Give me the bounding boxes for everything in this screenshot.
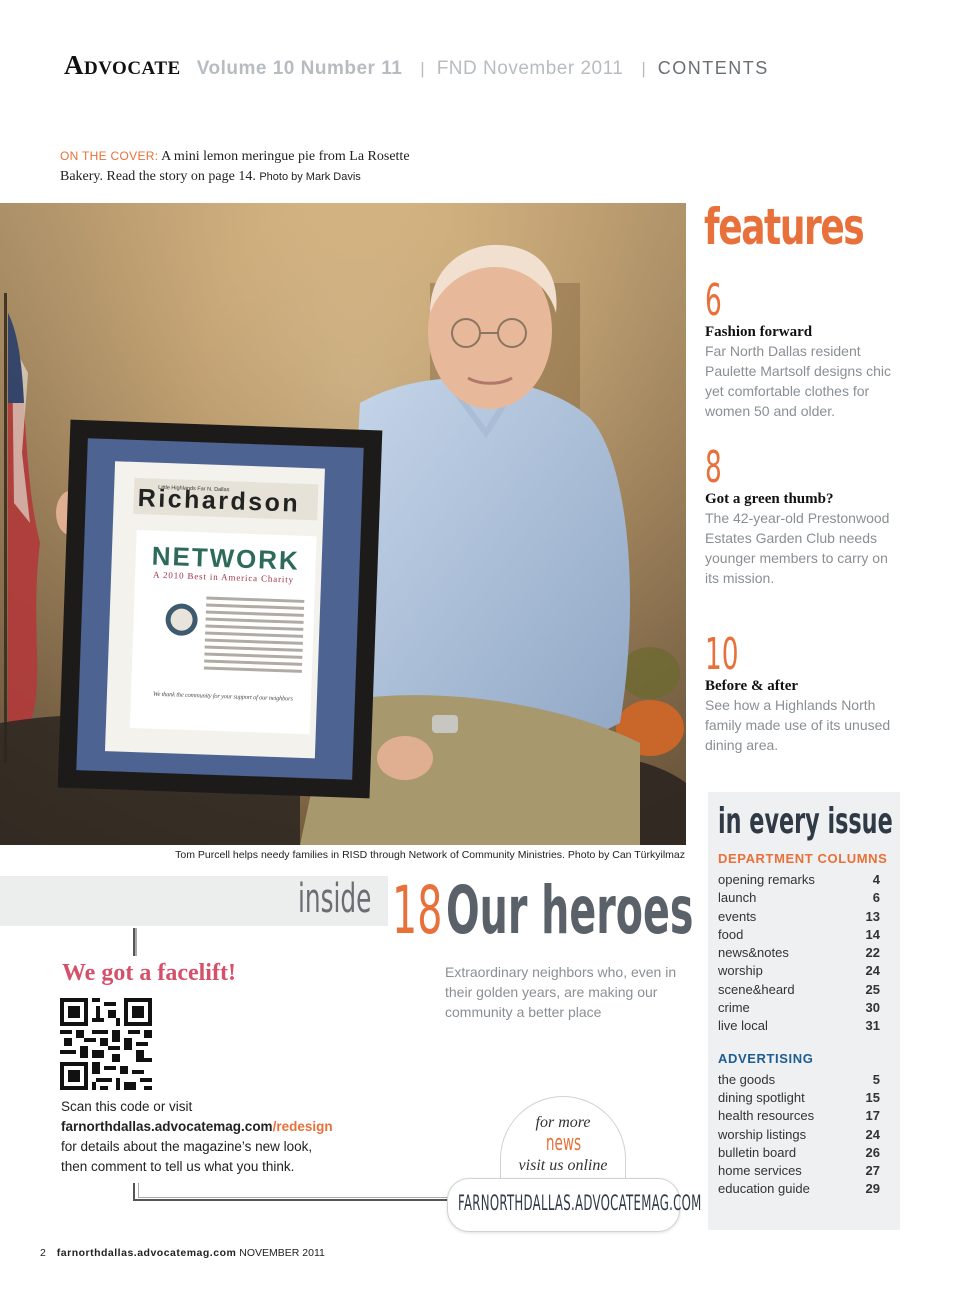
masthead-divider: | — [641, 59, 646, 78]
inside-page-number: 18 — [392, 872, 443, 949]
item-name: worship listings — [718, 1126, 807, 1142]
item-name: news&notes — [718, 945, 789, 961]
advertising-item[interactable] — [718, 1126, 890, 1144]
redesign-link[interactable] — [61, 1119, 333, 1134]
cover-label: ON THE COVER: — [60, 149, 159, 163]
feature-title: Before & after — [705, 678, 799, 694]
feature-photo — [0, 203, 686, 845]
facelift-instructions — [61, 1097, 331, 1177]
department-item[interactable] — [718, 889, 890, 907]
plaque-subheader: Little Highlands Far N. Dallas — [158, 484, 230, 494]
item-name: worship — [718, 963, 763, 979]
department-item[interactable] — [718, 962, 890, 980]
bracket-line — [133, 928, 137, 956]
item-name: events — [718, 908, 757, 924]
online-line-2: visit us online — [518, 1157, 608, 1174]
item-page: 29 — [865, 1181, 880, 1197]
feature-item[interactable] — [705, 275, 905, 421]
department-item[interactable] — [718, 999, 890, 1017]
photo-caption: Tom Purcell helps needy families in RISD through Network of Community Ministries. Photo by Can Türkyilmaz — [175, 849, 685, 861]
feature-title: Fashion forward — [705, 324, 813, 340]
department-item[interactable] — [718, 926, 890, 944]
redesign-link-path: /redesign — [272, 1119, 333, 1134]
cover-credit: Photo by Mark Davis — [259, 171, 361, 183]
department-heading: DEPARTMENT COLUMNS — [718, 851, 888, 866]
item-name: launch — [718, 890, 757, 906]
item-name: food — [718, 926, 744, 942]
item-page: 6 — [872, 890, 880, 906]
redesign-link-domain: farnorthdallas.advocatemag.com — [61, 1119, 273, 1134]
item-name: health resources — [718, 1108, 815, 1124]
scan-outro: for details about the magazine’s new look, then comment to tell us what you think. — [61, 1139, 313, 1174]
item-name: the goods — [718, 1071, 776, 1087]
features-heading: features — [704, 198, 864, 256]
facelift-heading: We got a facelift! — [62, 960, 236, 986]
item-page: 26 — [865, 1144, 880, 1160]
feature-item[interactable] — [705, 442, 905, 588]
photo-illustration — [0, 203, 686, 845]
feature-title: Got a green thumb? — [705, 491, 834, 507]
scan-intro: Scan this code or visit — [61, 1099, 193, 1114]
page-number: 2 — [40, 1247, 46, 1259]
item-page: 24 — [865, 1126, 880, 1142]
feature-page-number: 6 — [705, 275, 722, 326]
advertising-list — [718, 1071, 890, 1199]
advertising-heading: ADVERTISING — [718, 1050, 814, 1066]
online-news: news — [545, 1131, 581, 1156]
inside-story-title[interactable]: Our heroes — [446, 872, 694, 949]
online-line-1: for more — [535, 1114, 591, 1131]
department-list — [718, 871, 890, 1036]
online-url[interactable]: FARNORTHDALLAS.ADVOCATEMAG.COM — [458, 1191, 702, 1215]
advocate-logo: Advocate — [64, 50, 181, 80]
item-name: home services — [718, 1163, 802, 1179]
contents-label: CONTENTS — [657, 58, 769, 78]
item-page: 14 — [865, 926, 880, 942]
item-page: 24 — [865, 963, 880, 979]
feature-description: Far North Dallas resident Paulette Martsolf designs chic yet comfortable clothes for women 50 and older. — [705, 343, 891, 419]
department-item[interactable] — [718, 944, 890, 962]
advertising-item[interactable] — [718, 1144, 890, 1162]
cover-note — [60, 146, 430, 187]
department-item[interactable] — [718, 908, 890, 926]
item-page: 17 — [865, 1108, 880, 1124]
qr-code-icon[interactable] — [60, 998, 152, 1090]
issue-label: FND November 2011 — [436, 58, 624, 79]
masthead-divider: | — [420, 59, 425, 78]
advertising-item[interactable] — [718, 1107, 890, 1125]
item-name: bulletin board — [718, 1144, 797, 1160]
bracket-line — [133, 1183, 455, 1201]
item-page: 13 — [865, 908, 880, 924]
item-name: opening remarks — [718, 872, 815, 887]
plaque-title: NETWORK — [151, 540, 299, 576]
cover-text: A mini lemon meringue pie from La Rosette Bakery. Read the story on page 14. — [60, 149, 410, 184]
item-name: scene&heard — [718, 981, 795, 997]
plaque-award: A 2010 Best in America Charity — [152, 569, 294, 585]
department-item[interactable] — [718, 1017, 890, 1035]
inside-story-description: Extraordinary neighbors who, even in their golden years, are making our community a better place — [445, 964, 677, 1020]
item-page: 4 — [872, 872, 880, 887]
page-footer — [40, 1247, 325, 1259]
footer-date: NOVEMBER 2011 — [239, 1247, 325, 1259]
item-name: live local — [718, 1018, 768, 1034]
plaque-header: Richardson — [137, 484, 299, 518]
feature-description: See how a Highlands North family made use of its unused dining area. — [705, 697, 891, 753]
advertising-item[interactable] — [718, 1071, 890, 1089]
advertising-item[interactable] — [718, 1089, 890, 1107]
item-page: 22 — [865, 945, 880, 961]
inside-label: inside — [298, 876, 372, 922]
plaque-thanks: We thank the community for your support of our neighbors — [152, 690, 294, 703]
online-cloud — [500, 1096, 626, 1188]
item-name: crime — [718, 1000, 750, 1016]
department-item[interactable] — [718, 871, 890, 889]
item-page: 31 — [865, 1018, 880, 1034]
item-page: 25 — [865, 981, 880, 997]
masthead — [64, 50, 769, 84]
feature-item[interactable] — [705, 629, 905, 755]
item-page: 15 — [865, 1089, 880, 1105]
item-name: dining spotlight — [718, 1089, 805, 1105]
department-item[interactable] — [718, 981, 890, 999]
item-page: 27 — [865, 1163, 880, 1179]
item-page: 30 — [865, 1000, 880, 1016]
footer-domain[interactable]: farnorthdallas.advocatemag.com — [56, 1247, 237, 1259]
feature-page-number: 8 — [705, 442, 722, 493]
advertising-item[interactable] — [718, 1180, 890, 1198]
item-page: 5 — [872, 1071, 880, 1087]
every-issue-panel — [708, 792, 900, 1230]
every-issue-heading: in every issue — [718, 801, 893, 842]
item-name: education guide — [718, 1181, 810, 1197]
feature-description: The 42-year-old Prestonwood Estates Garden Club needs younger members to carry on its mission. — [705, 510, 890, 586]
advertising-item[interactable] — [718, 1162, 890, 1180]
feature-page-number: 10 — [705, 629, 739, 680]
volume-label: Volume 10 Number 11 — [196, 58, 403, 79]
